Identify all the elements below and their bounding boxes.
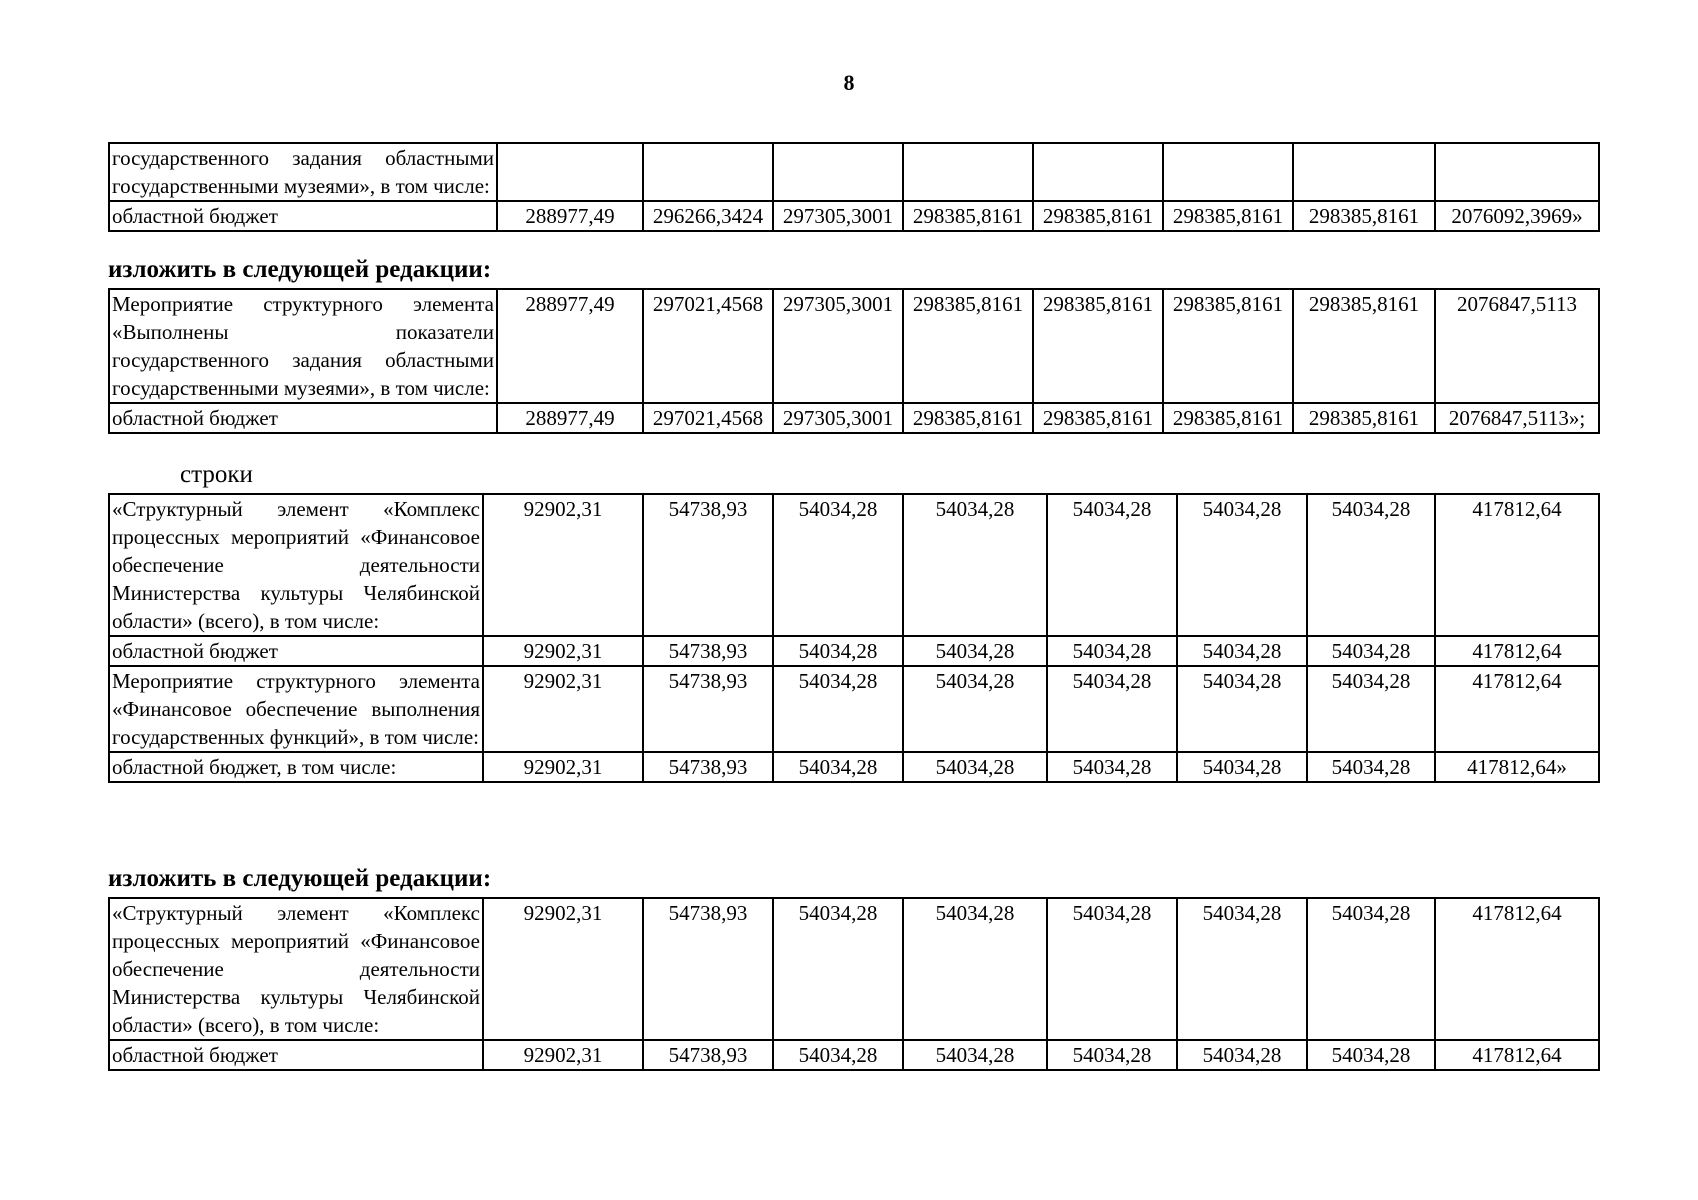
value-cell: 54034,28 [1307, 636, 1435, 666]
value-cell: 417812,64 [1435, 636, 1599, 666]
value-cell: 54034,28 [1177, 636, 1307, 666]
value-cell: 54034,28 [1307, 494, 1435, 636]
value-cell: 54034,28 [1177, 898, 1307, 1040]
value-cell: 417812,64 [1435, 898, 1599, 1040]
value-cell: 54034,28 [773, 898, 903, 1040]
row-label: «Структурный элемент «Комплекс процессных мероприятий «Финансовое обеспечение деятельности Министерства культуры Челябинской области» (всего), в том числе: [109, 494, 483, 636]
value-cell: 92902,31 [483, 1040, 643, 1070]
value-cell: 298385,8161 [903, 201, 1033, 231]
table-row [109, 289, 1599, 403]
row-label: областной бюджет [109, 636, 483, 666]
value-cell: 92902,31 [483, 494, 643, 636]
value-cell: 54034,28 [903, 898, 1047, 1040]
value-cell: 54034,28 [1177, 752, 1307, 782]
value-cell [497, 143, 643, 201]
value-cell [1293, 143, 1435, 201]
value-cell: 298385,8161 [1033, 201, 1163, 231]
row-label: Мероприятие структурного элемента «Финансовое обеспечение выполнения государственных функций», в том числе: [109, 666, 483, 752]
value-cell: 54034,28 [903, 1040, 1047, 1070]
value-cell: 417812,64» [1435, 752, 1599, 782]
value-cell: 54034,28 [1307, 666, 1435, 752]
value-cell: 54034,28 [1047, 898, 1177, 1040]
value-cell: 54738,93 [643, 494, 773, 636]
row-label: областной бюджет, в том числе: [109, 752, 483, 782]
page-number: 8 [843, 70, 855, 95]
value-cell: 92902,31 [483, 666, 643, 752]
table-new-finance [108, 897, 1600, 1071]
value-cell: 54034,28 [1047, 666, 1177, 752]
value-cell: 54034,28 [903, 666, 1047, 752]
value-cell: 298385,8161 [1163, 289, 1293, 403]
table-row [109, 403, 1599, 433]
value-cell: 54034,28 [1047, 752, 1177, 782]
value-cell: 54034,28 [773, 1040, 903, 1070]
section-heading: изложить в следующей редакции: [108, 256, 492, 283]
value-cell: 298385,8161 [1033, 403, 1163, 433]
value-cell: 54034,28 [1177, 1040, 1307, 1070]
value-cell [903, 143, 1033, 201]
value-cell: 296266,3424 [643, 201, 773, 231]
value-cell: 54034,28 [903, 494, 1047, 636]
value-cell [773, 143, 903, 201]
table-row [109, 898, 1599, 1040]
value-cell: 54034,28 [903, 636, 1047, 666]
value-cell: 92902,31 [483, 636, 643, 666]
row-label: областной бюджет [109, 201, 497, 231]
value-cell: 54034,28 [903, 752, 1047, 782]
value-cell: 2076092,3969» [1435, 201, 1599, 231]
value-cell: 297021,4568 [643, 289, 773, 403]
value-cell: 288977,49 [497, 403, 643, 433]
value-cell: 298385,8161 [903, 403, 1033, 433]
value-cell: 54034,28 [773, 752, 903, 782]
section-heading-rows: строки [180, 461, 253, 488]
value-cell: 298385,8161 [1163, 201, 1293, 231]
table-row [109, 752, 1599, 782]
value-cell: 54738,93 [643, 636, 773, 666]
value-cell: 92902,31 [483, 752, 643, 782]
value-cell: 297021,4568 [643, 403, 773, 433]
value-cell [1435, 143, 1599, 201]
value-cell: 417812,64 [1435, 1040, 1599, 1070]
value-cell: 54034,28 [1307, 1040, 1435, 1070]
table-row [109, 636, 1599, 666]
value-cell: 54034,28 [773, 666, 903, 752]
table-row [109, 666, 1599, 752]
value-cell: 54034,28 [1177, 666, 1307, 752]
value-cell: 54034,28 [1047, 1040, 1177, 1070]
row-label: областной бюджет [109, 403, 497, 433]
table-row [109, 494, 1599, 636]
value-cell: 297305,3001 [773, 289, 903, 403]
table-old-finance [108, 493, 1600, 783]
value-cell: 2076847,5113 [1435, 289, 1599, 403]
value-cell [1163, 143, 1293, 201]
value-cell: 417812,64 [1435, 494, 1599, 636]
table-old-museums [108, 142, 1600, 232]
value-cell: 298385,8161 [903, 289, 1033, 403]
table-row [109, 143, 1599, 201]
value-cell: 298385,8161 [1293, 289, 1435, 403]
value-cell: 54034,28 [1307, 898, 1435, 1040]
value-cell: 54738,93 [643, 898, 773, 1040]
table-row [109, 201, 1599, 231]
value-cell: 54034,28 [1047, 636, 1177, 666]
row-label: областной бюджет [109, 1040, 483, 1070]
value-cell: 54034,28 [1177, 494, 1307, 636]
value-cell: 417812,64 [1435, 666, 1599, 752]
value-cell: 54034,28 [773, 494, 903, 636]
value-cell: 288977,49 [497, 201, 643, 231]
value-cell: 298385,8161 [1033, 289, 1163, 403]
value-cell: 298385,8161 [1293, 201, 1435, 231]
table-new-museums [108, 288, 1600, 434]
value-cell: 54034,28 [1307, 752, 1435, 782]
row-label: Мероприятие структурного элемента «Выполнены показатели государственного задания областными государственными музеями», в том числе: [109, 289, 497, 403]
value-cell: 297305,3001 [773, 201, 903, 231]
value-cell: 54034,28 [1047, 494, 1177, 636]
value-cell [643, 143, 773, 201]
row-label: государственного задания областными государственными музеями», в том числе: [109, 143, 497, 201]
value-cell: 2076847,5113»; [1435, 403, 1599, 433]
value-cell [1033, 143, 1163, 201]
table-row [109, 1040, 1599, 1070]
section-heading: изложить в следующей редакции: [108, 865, 492, 892]
value-cell: 298385,8161 [1163, 403, 1293, 433]
row-label: «Структурный элемент «Комплекс процессных мероприятий «Финансовое обеспечение деятельности Министерства культуры Челябинской области» (всего), в том числе: [109, 898, 483, 1040]
value-cell: 288977,49 [497, 289, 643, 403]
value-cell: 54738,93 [643, 1040, 773, 1070]
value-cell: 297305,3001 [773, 403, 903, 433]
value-cell: 92902,31 [483, 898, 643, 1040]
value-cell: 54738,93 [643, 666, 773, 752]
value-cell: 54738,93 [643, 752, 773, 782]
value-cell: 54034,28 [773, 636, 903, 666]
value-cell: 298385,8161 [1293, 403, 1435, 433]
